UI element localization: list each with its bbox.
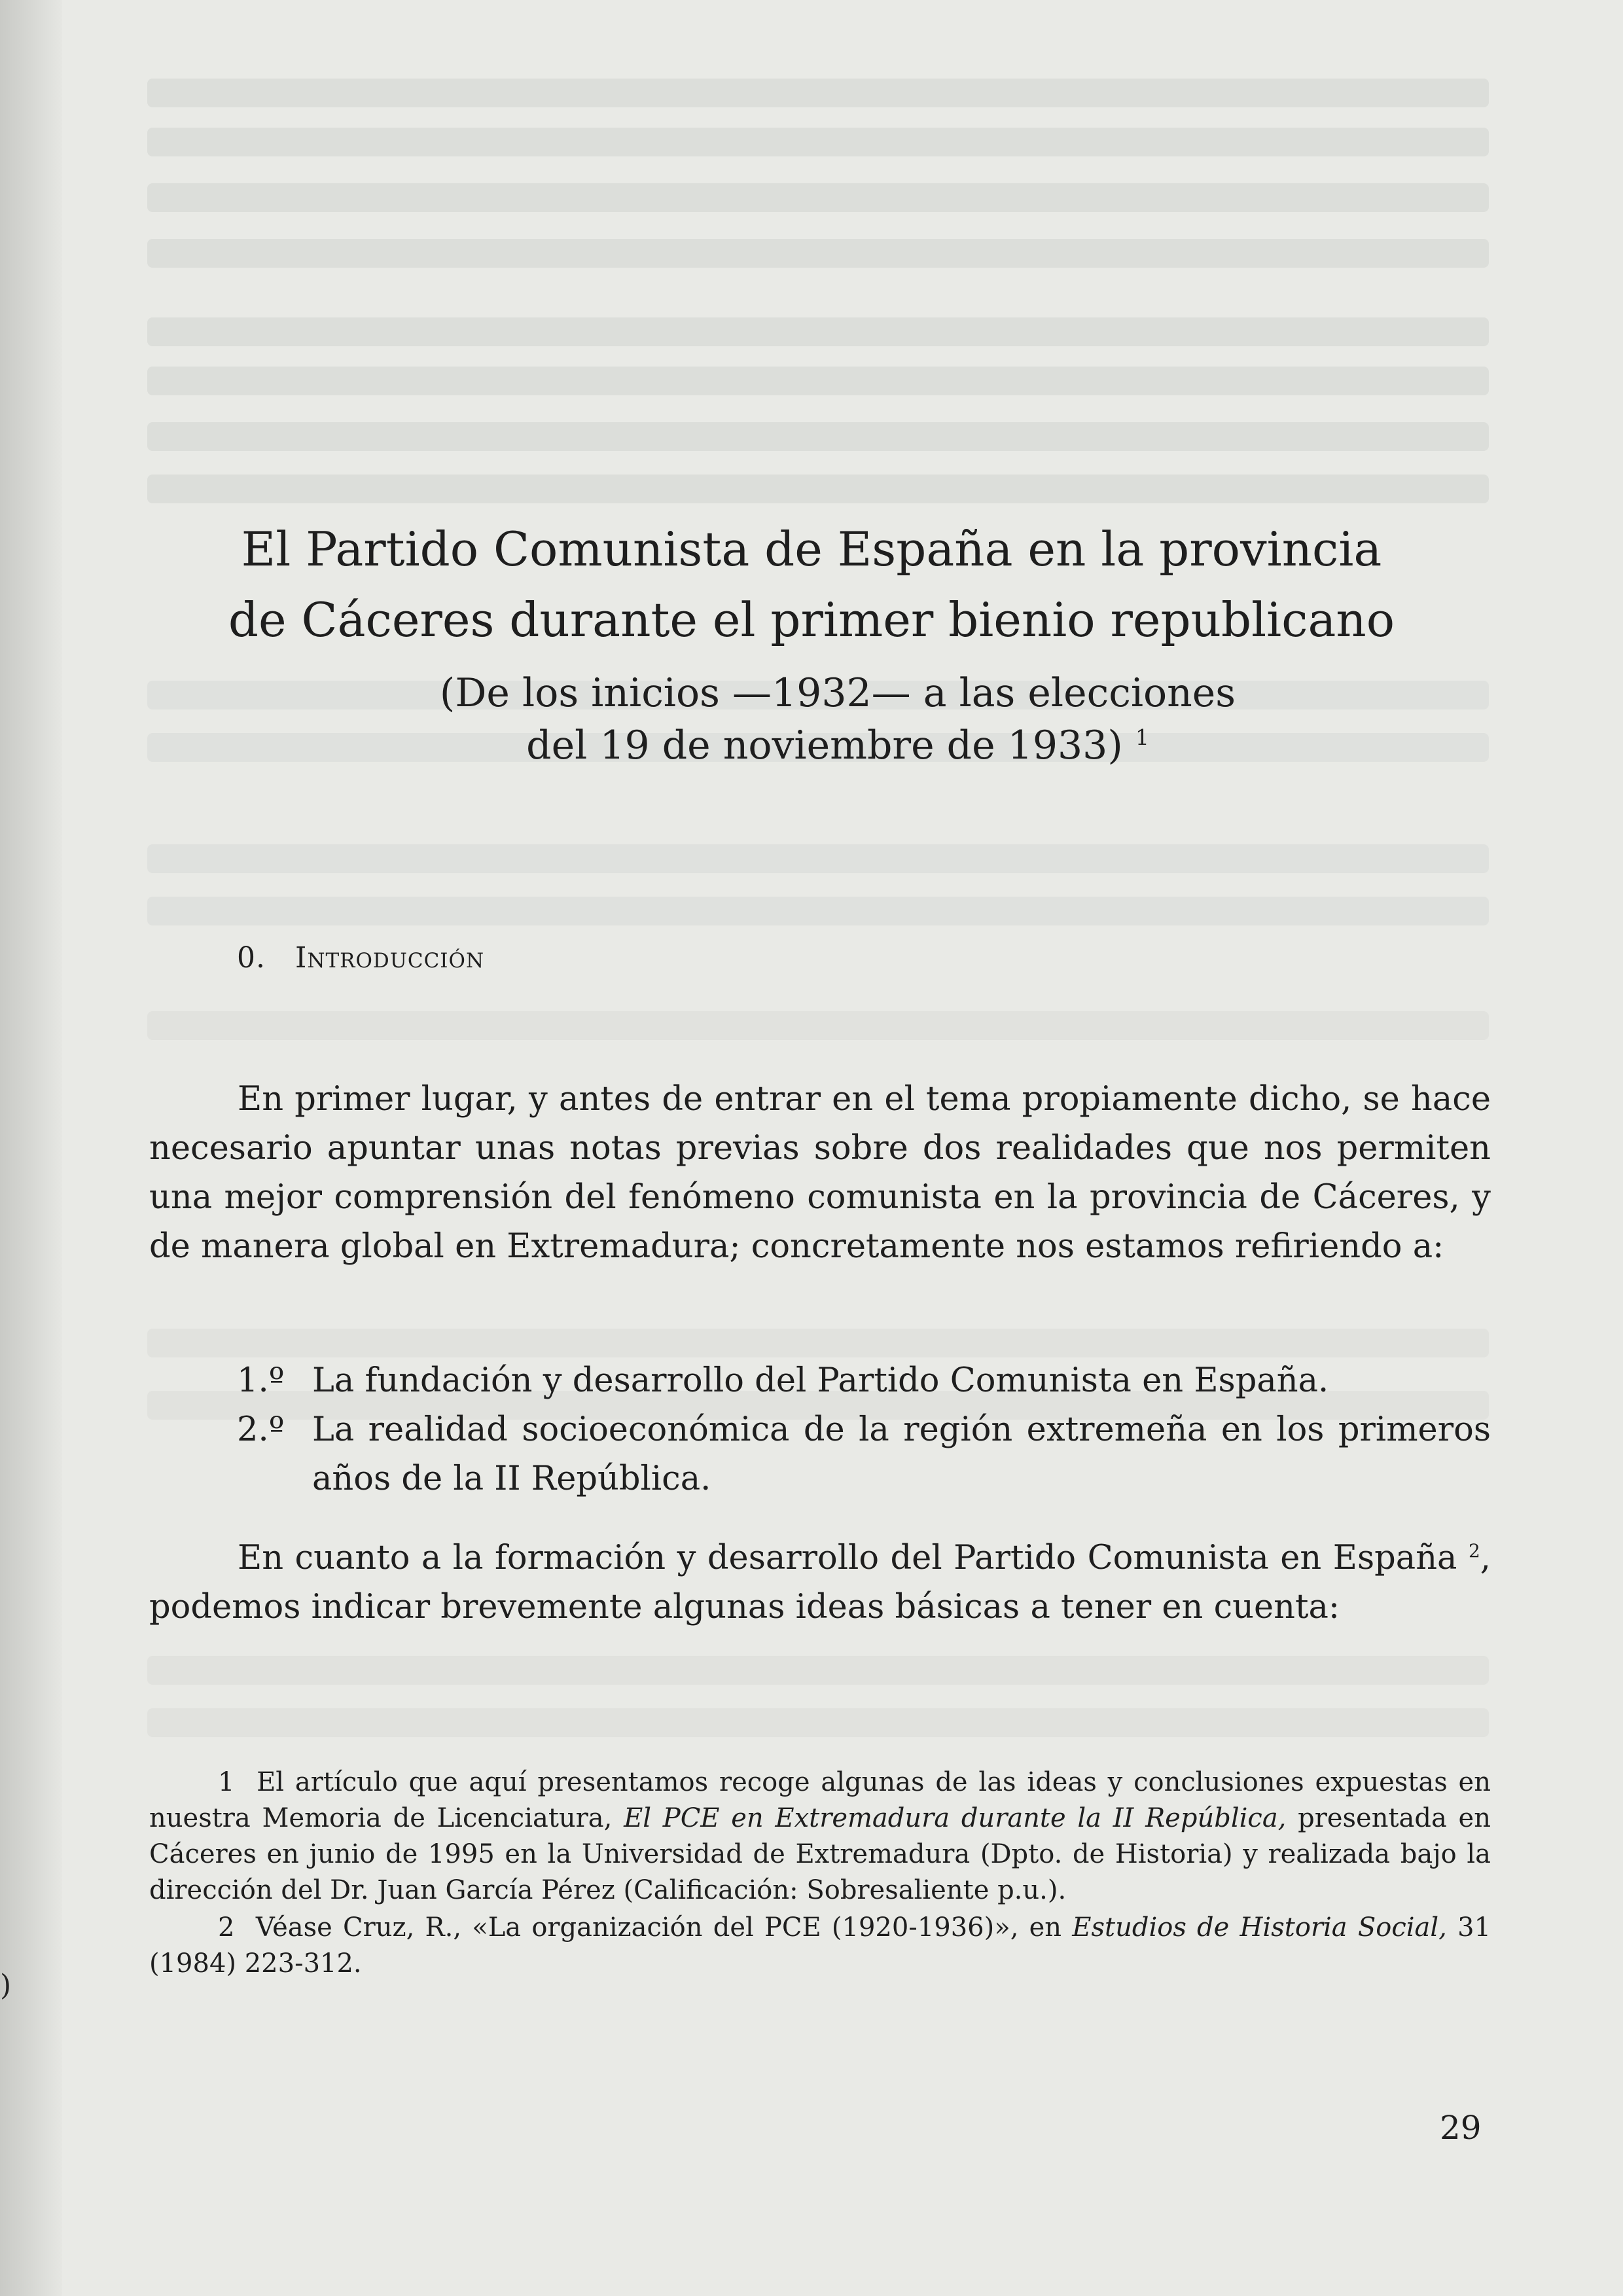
subtitle-line-2	[157, 719, 1466, 772]
list-item-text: La fundación y desarrollo del Partido Comunista en España.	[312, 1361, 1329, 1400]
spine-mark: )	[0, 1969, 12, 2002]
paragraph-1: En primer lugar, y antes de entrar en el tema propiamente dicho, se hace necesario apuntar unas notas previas sobre dos realidades que nos permiten una mejor comprensión del fenómeno comunista en la provincia de Cáceres, y de manera global en Extremadura; concretamente nos estamos refiriendo a:	[149, 1080, 1491, 1266]
footnote-2-text-b: 31 (1984) 223-312.	[149, 1912, 1491, 1979]
footnote-1-text-b: presentada en Cáceres en junio de 1995 en la Universidad de Extremadura (Dpto. de Historia) y realizada bajo la dirección del Dr. Juan García Pérez (Calificación: Sobresaliente p.u.).	[149, 1803, 1491, 1905]
list-item	[237, 1405, 1491, 1503]
page-number: 29	[1440, 2109, 1482, 2147]
footnote-2-work-title: Estudios de Historia Social,	[1072, 1912, 1447, 1943]
footnote-ref-1[interactable]: 1	[1135, 725, 1149, 750]
subtitle-line-1: (De los inicios —1932— a las elecciones	[439, 670, 1236, 716]
article-title	[157, 514, 1466, 772]
list-item	[237, 1356, 1491, 1405]
list-item-number: 2.º	[237, 1410, 285, 1449]
footnote-2-number: 2	[218, 1912, 235, 1943]
footnote-2-text-a: Véase Cruz, R., «La organización del PCE (1920-1936)», en	[255, 1912, 1062, 1943]
footnote-1-number: 1	[218, 1767, 235, 1797]
footnote-1-text-a: El artículo que aquí presentamos recoge algunas de las ideas y conclusiones expuestas en nuestra Memoria de Licenciatura,	[149, 1767, 1491, 1833]
footnote-1-work-title: El PCE en Extremadura durante la II República,	[624, 1803, 1287, 1833]
section-heading	[237, 941, 484, 975]
section-number: 0.	[237, 941, 266, 975]
list-item-text: La realidad socioeconómica de la región extremeña en los primeros años de la II República.	[312, 1410, 1491, 1498]
book-spine-shadow	[0, 0, 62, 2296]
numbered-list	[237, 1356, 1491, 1503]
footnotes	[149, 1765, 1491, 1983]
paragraph-2-text-a: En cuanto a la formación y desarrollo del Partido Comunista en España	[238, 1539, 1457, 1577]
title-line-1: El Partido Comunista de España en la provincia	[241, 522, 1382, 577]
paragraph-2	[149, 1534, 1491, 1632]
subtitle-line-2-text: del 19 de noviembre de 1933)	[526, 723, 1123, 768]
footnote-2	[149, 1910, 1491, 1982]
list-item-number: 1.º	[237, 1361, 285, 1400]
title-line-2: de Cáceres durante el primer bienio republicano	[228, 592, 1395, 647]
footnote-1	[149, 1765, 1491, 1909]
paragraph-2-text-b: , podemos indicar brevemente algunas ideas básicas a tener en cuenta:	[149, 1539, 1491, 1626]
section-title: Introducción	[294, 941, 485, 975]
footnote-ref-2[interactable]: 2	[1468, 1540, 1480, 1562]
